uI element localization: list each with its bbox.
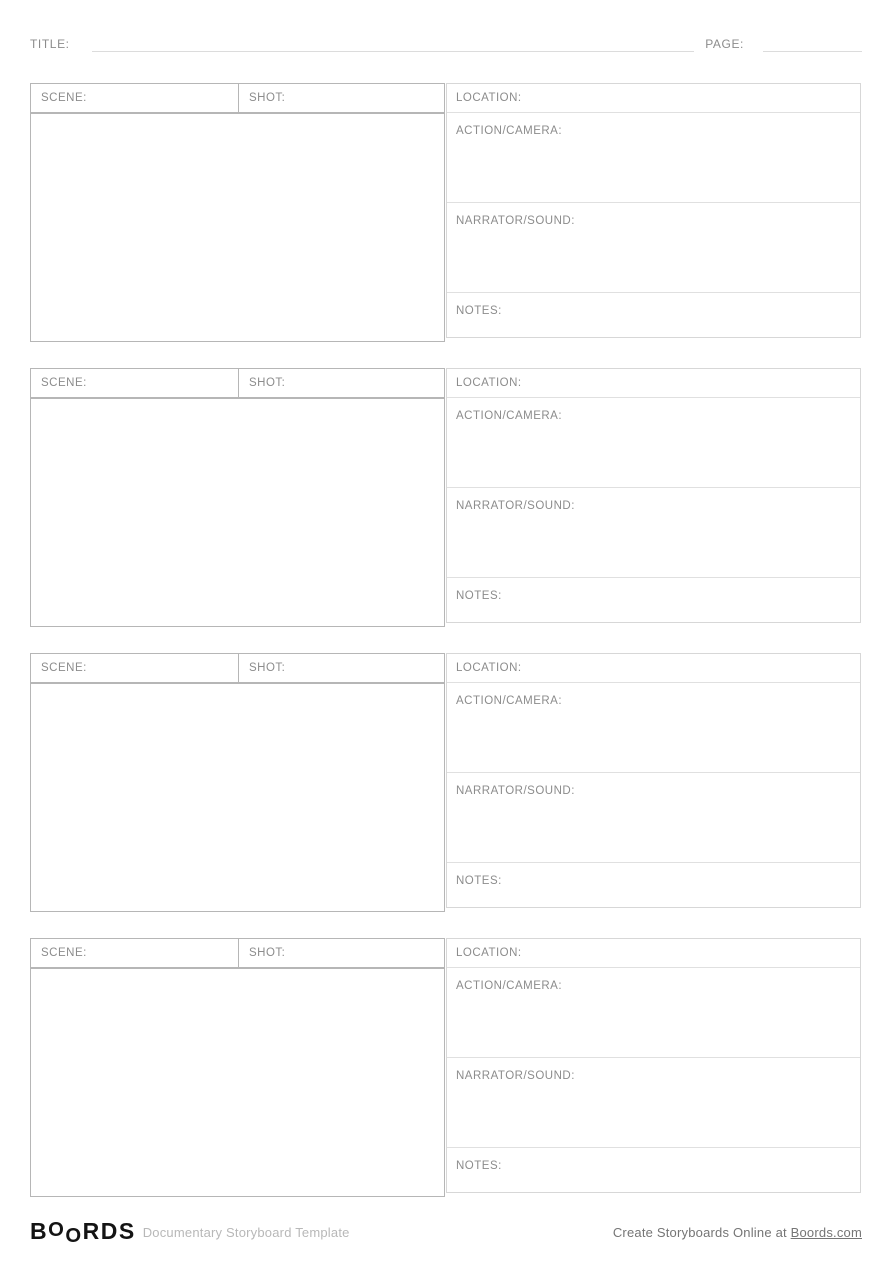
boords-com-link[interactable]: Boords.com bbox=[790, 1224, 862, 1240]
logo-letter-o-lowered: O bbox=[65, 1225, 83, 1247]
details-panel bbox=[446, 653, 861, 908]
narrator-sound-label: NARRATOR/SOUND: bbox=[456, 785, 575, 797]
scene-label: SCENE: bbox=[41, 947, 87, 959]
action-camera-label: ACTION/CAMERA: bbox=[456, 125, 563, 137]
notes-cell bbox=[447, 863, 860, 907]
notes-label: NOTES: bbox=[456, 875, 502, 887]
narrator-sound-label: NARRATOR/SOUND: bbox=[456, 500, 575, 512]
cta-text: Create Storyboards Online at bbox=[612, 1224, 791, 1240]
storyboard-block-2 bbox=[30, 368, 861, 627]
location-label: LOCATION: bbox=[456, 92, 522, 104]
shot-label: SHOT: bbox=[249, 662, 286, 674]
frame-panel bbox=[30, 368, 445, 627]
logo-letter-d: D bbox=[100, 1218, 119, 1244]
logo-letter-b: B bbox=[30, 1218, 49, 1244]
scene-label: SCENE: bbox=[41, 92, 87, 104]
action-camera-cell bbox=[447, 398, 860, 488]
shot-cell bbox=[239, 654, 444, 682]
location-label: LOCATION: bbox=[456, 377, 522, 389]
page-label: PAGE: bbox=[705, 37, 744, 51]
notes-label: NOTES: bbox=[456, 305, 502, 317]
action-camera-label: ACTION/CAMERA: bbox=[456, 410, 563, 422]
storyboard-block-3 bbox=[30, 653, 861, 912]
narrator-sound-label: NARRATOR/SOUND: bbox=[456, 215, 575, 227]
title-label: TITLE: bbox=[30, 37, 70, 51]
action-camera-label: ACTION/CAMERA: bbox=[456, 695, 563, 707]
notes-cell bbox=[447, 578, 860, 622]
drawing-area bbox=[30, 968, 445, 1197]
narrator-sound-cell bbox=[447, 773, 860, 863]
scene-cell bbox=[31, 939, 239, 967]
frame-panel bbox=[30, 653, 445, 912]
notes-label: NOTES: bbox=[456, 590, 502, 602]
drawing-area bbox=[30, 683, 445, 912]
location-label: LOCATION: bbox=[456, 662, 522, 674]
document-footer bbox=[30, 1219, 862, 1245]
frame-panel bbox=[30, 83, 445, 342]
storyboard-block-4 bbox=[30, 938, 861, 1197]
shot-cell bbox=[239, 369, 444, 397]
storyboard-blocks bbox=[30, 83, 861, 1223]
location-cell bbox=[447, 654, 860, 683]
notes-label: NOTES: bbox=[456, 1160, 502, 1172]
frame-header-row bbox=[30, 368, 445, 398]
location-cell bbox=[447, 939, 860, 968]
template-name-text: Documentary Storyboard Template bbox=[142, 1224, 350, 1240]
location-cell bbox=[447, 84, 860, 113]
drawing-area bbox=[30, 398, 445, 627]
action-camera-label: ACTION/CAMERA: bbox=[456, 980, 563, 992]
shot-label: SHOT: bbox=[249, 92, 286, 104]
notes-cell bbox=[447, 1148, 860, 1192]
shot-cell bbox=[239, 939, 444, 967]
footer-branding bbox=[30, 1218, 350, 1246]
frame-header-row bbox=[30, 653, 445, 683]
frame-header-row bbox=[30, 83, 445, 113]
frame-panel bbox=[30, 938, 445, 1197]
scene-label: SCENE: bbox=[41, 377, 87, 389]
frame-header-row bbox=[30, 938, 445, 968]
footer-cta bbox=[613, 1225, 862, 1240]
location-cell bbox=[447, 369, 860, 398]
scene-cell bbox=[31, 654, 239, 682]
location-label: LOCATION: bbox=[456, 947, 522, 959]
logo-letter-r: R bbox=[82, 1218, 101, 1244]
narrator-sound-cell bbox=[447, 488, 860, 578]
shot-label: SHOT: bbox=[249, 377, 286, 389]
scene-cell bbox=[31, 84, 239, 112]
narrator-sound-cell bbox=[447, 203, 860, 293]
drawing-area bbox=[30, 113, 445, 342]
boords-logo bbox=[30, 1218, 136, 1246]
shot-cell bbox=[239, 84, 444, 112]
action-camera-cell bbox=[447, 968, 860, 1058]
shot-label: SHOT: bbox=[249, 947, 286, 959]
storyboard-block-1 bbox=[30, 83, 861, 342]
document-header bbox=[30, 36, 862, 53]
action-camera-cell bbox=[447, 683, 860, 773]
title-fill-line bbox=[92, 51, 695, 52]
page-fill-line bbox=[763, 51, 862, 52]
logo-letter-s: S bbox=[118, 1218, 136, 1244]
scene-cell bbox=[31, 369, 239, 397]
notes-cell bbox=[447, 293, 860, 337]
action-camera-cell bbox=[447, 113, 860, 203]
narrator-sound-label: NARRATOR/SOUND: bbox=[456, 1070, 575, 1082]
details-panel bbox=[446, 938, 861, 1193]
details-panel bbox=[446, 368, 861, 623]
scene-label: SCENE: bbox=[41, 662, 87, 674]
narrator-sound-cell bbox=[447, 1058, 860, 1148]
details-panel bbox=[446, 83, 861, 338]
logo-letter-o-raised: O bbox=[48, 1219, 66, 1241]
